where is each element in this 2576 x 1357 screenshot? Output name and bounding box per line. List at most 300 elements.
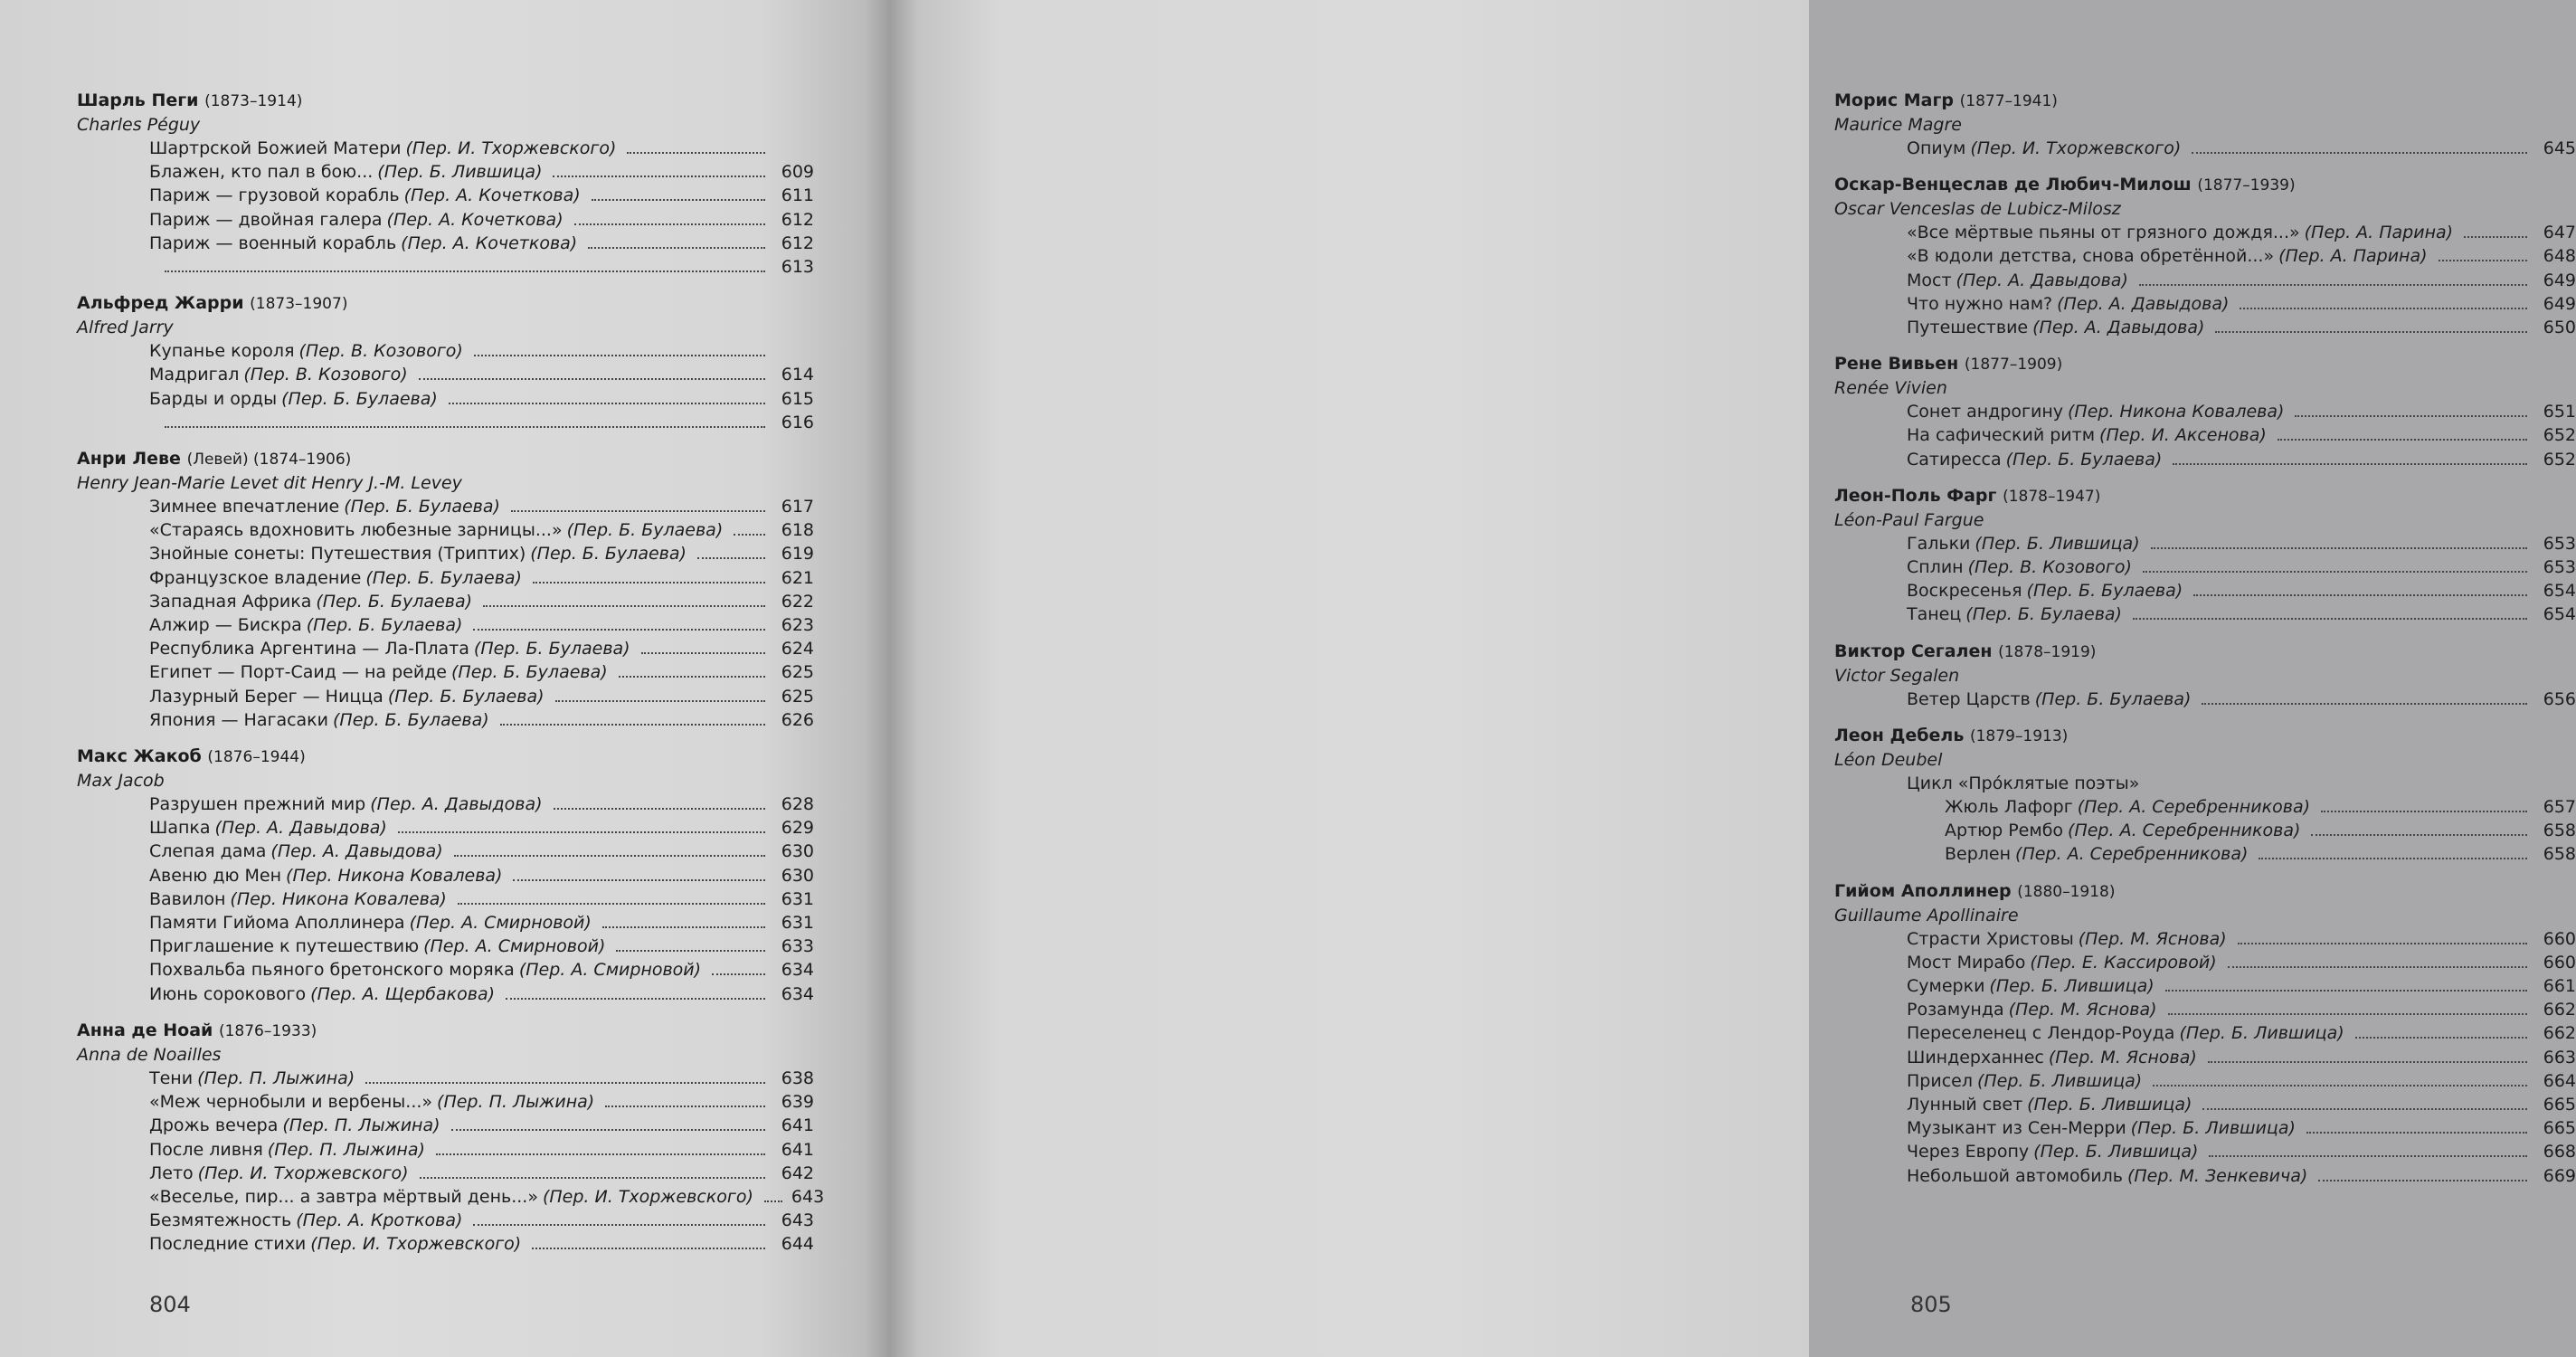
- author-heading: [1834, 879, 2576, 904]
- toc-entry: [1834, 842, 2576, 866]
- poem-title: Июнь сорокового: [149, 983, 307, 1004]
- translator: (Пер. М. Яснова): [2078, 928, 2227, 949]
- author-block: [77, 447, 814, 732]
- toc-entry: [1834, 951, 2576, 974]
- dot-leader: [398, 831, 765, 833]
- page-ref: 661: [2543, 976, 2576, 997]
- author-latin-name: Guillaume Apollinaire: [1834, 905, 2019, 925]
- dot-leader: [532, 1248, 765, 1249]
- toc-entry: [77, 339, 814, 363]
- page-ref: 649: [2543, 270, 2576, 290]
- author-block: [1834, 173, 2576, 339]
- dot-leader: [2278, 439, 2527, 441]
- author-dates: (1880–1918): [2017, 882, 2116, 901]
- poem-title: Через Европу: [1907, 1142, 2030, 1162]
- poem-title: Танец: [1907, 604, 1962, 625]
- translator: (Пер. Б. Булаева): [451, 662, 608, 683]
- dot-leader: [2208, 1061, 2527, 1063]
- toc-entry: [77, 184, 814, 207]
- translator: (Пер. Б. Лившица): [1976, 1070, 2143, 1091]
- right-toc: [1834, 89, 2576, 1200]
- translator: (Пер. П. Лыжина): [437, 1092, 595, 1113]
- page-ref: 612: [781, 232, 814, 253]
- dot-leader: [2153, 1085, 2527, 1087]
- page-ref: 656: [2543, 688, 2576, 709]
- dot-leader: [2143, 571, 2527, 573]
- page-ref: 623: [781, 615, 814, 636]
- poem-title: «Все мёртвые пьяны от грязного дождя...»: [1907, 223, 2300, 243]
- toc-entry: [77, 1232, 814, 1256]
- dot-leader: [2240, 308, 2527, 309]
- author-heading: [1834, 484, 2576, 508]
- translator: (Пер. М. Зенкевича): [2126, 1165, 2308, 1186]
- translator: (Пер. П. Лыжина): [267, 1139, 425, 1160]
- toc-entry: [77, 208, 814, 232]
- poem-title: Лето: [149, 1162, 194, 1183]
- page-ref: 609: [781, 162, 814, 183]
- translator: (Пер. Б. Булаева): [365, 567, 522, 588]
- poem-title: Верлен: [1945, 844, 2012, 865]
- poem-title: «В юдоли детства, снова обретённой...»: [1907, 246, 2275, 267]
- poem-title: Дрожь вечера: [149, 1115, 279, 1136]
- dot-leader: [419, 378, 765, 380]
- translator: (Пер. Б. Булаева): [2005, 449, 2163, 470]
- toc-entry: [77, 590, 814, 613]
- poem-title: Ветер Царств: [1907, 688, 2031, 709]
- translator: (Пер. Б. Булаева): [387, 686, 545, 707]
- toc-entry: [1834, 448, 2576, 471]
- dot-leader: [165, 270, 765, 272]
- toc-entry: [1834, 927, 2576, 951]
- toc-entry: [1834, 1093, 2576, 1116]
- dot-leader: [2173, 463, 2527, 465]
- author-name: Морис Магр: [1834, 90, 1955, 110]
- translator: (Пер. И. Тхоржевского): [310, 1234, 522, 1255]
- author-heading: [77, 745, 814, 769]
- page-ref: 649: [2543, 293, 2576, 314]
- right-page-number: 805: [1910, 1292, 1952, 1317]
- page-ref: 616: [781, 412, 814, 432]
- poem-title: Похвальба пьяного бретонского моряка: [149, 960, 515, 981]
- translator: (Пер. Б. Булаева): [1965, 604, 2122, 625]
- dot-leader: [574, 223, 765, 225]
- poem-title: Барды и орды: [149, 388, 278, 409]
- poem-title: Шапка: [149, 818, 211, 839]
- page-ref: 644: [781, 1234, 814, 1255]
- translator: (Пер. Никона Ковалева): [2068, 402, 2285, 422]
- page-ref: 613: [781, 257, 814, 278]
- left-toc: [77, 89, 825, 1269]
- author-latin-name: Victor Segalen: [1834, 665, 1960, 686]
- translator: (Пер. А. Давыдова): [270, 841, 443, 862]
- toc-entry: [1834, 269, 2576, 292]
- page-ref: 631: [781, 888, 814, 909]
- poem-title: Мост Мирабо: [1907, 952, 2026, 973]
- poem-title: Западная Африка: [149, 591, 312, 612]
- toc-entry: [1834, 423, 2576, 447]
- poem-title: Париж — грузовой корабль: [149, 185, 400, 206]
- translator: (Пер. М. Яснова): [2008, 1000, 2157, 1020]
- author-heading: [77, 291, 814, 316]
- toc-entry: [77, 411, 814, 434]
- toc-entry: [1834, 579, 2576, 603]
- poem-title: Розамунда: [1907, 1000, 2004, 1020]
- page-ref: 652: [2543, 425, 2576, 446]
- page-ref: 617: [781, 497, 814, 517]
- author-heading: [77, 89, 814, 113]
- dot-leader: [2295, 415, 2527, 417]
- dot-leader: [420, 1177, 765, 1179]
- dot-leader: [2259, 858, 2527, 859]
- toc-entry: [77, 708, 814, 732]
- poem-title: Блажен, кто пал в бою...: [149, 162, 374, 183]
- poem-title: Вавилон: [149, 888, 226, 909]
- page-ref: 657: [2543, 797, 2576, 818]
- page-ref: 625: [781, 686, 814, 707]
- author-block: [1834, 640, 2576, 711]
- poem-title: «Меж чернобыли и вербены...»: [149, 1092, 433, 1113]
- page-ref: 660: [2543, 952, 2576, 973]
- translator: (Пер. А. Кроткова): [296, 1210, 463, 1231]
- author-dates: (1877–1941): [1959, 92, 2058, 110]
- page-ref: 660: [2543, 928, 2576, 949]
- author-name: Шарль Пеги: [77, 90, 199, 110]
- toc-entry: [1834, 400, 2576, 423]
- page-ref: 618: [781, 520, 814, 541]
- translator: (Пер. В. Козового): [298, 341, 463, 362]
- page-ref: 624: [781, 639, 814, 660]
- poem-title: Республика Аргентина — Ла-Плата: [149, 639, 469, 660]
- author-name: Оскар-Венцеслав де Любич-Милош: [1834, 175, 2192, 195]
- dot-leader: [2355, 1037, 2527, 1039]
- toc-entry: [77, 1162, 814, 1185]
- translator: (Пер. Б. Булаева): [281, 388, 438, 409]
- toc-entry: [77, 232, 814, 255]
- page-ref: 648: [2543, 246, 2576, 267]
- author-heading: [1834, 173, 2576, 197]
- toc-entry: [1834, 221, 2576, 244]
- toc-entry: [77, 255, 814, 279]
- dot-leader: [2306, 1132, 2527, 1134]
- page-ref: 645: [2543, 138, 2576, 158]
- dot-leader: [2151, 547, 2527, 549]
- poem-title: Купанье короля: [149, 341, 295, 362]
- author-block: [77, 745, 814, 1006]
- translator: (Пер. И. Тхоржевского): [405, 138, 617, 158]
- dot-leader: [2139, 284, 2527, 286]
- dot-leader: [474, 355, 765, 356]
- author-block: [1834, 484, 2576, 627]
- translator: (Пер. А. Смирновой): [409, 913, 592, 934]
- page-ref: 641: [781, 1139, 814, 1160]
- poem-title: Алжир — Бискра: [149, 615, 302, 636]
- translator: (Пер. А. Смирновой): [423, 936, 606, 957]
- translator: (Пер. Б. Булаева): [333, 709, 489, 730]
- dot-leader: [2311, 834, 2527, 836]
- dot-leader: [2209, 1155, 2527, 1157]
- author-latin-name: Maurice Magre: [1834, 115, 1962, 135]
- author-block: [1834, 352, 2576, 471]
- left-page: [0, 0, 891, 1357]
- poem-title: Разрушен прежний мир: [149, 794, 366, 815]
- toc-entry: [77, 840, 814, 863]
- toc-entry: [77, 1138, 814, 1162]
- author-name: Леон Дебель: [1834, 725, 1965, 745]
- dot-leader: [2228, 966, 2527, 968]
- translator: (Пер. А. Давыдова): [370, 794, 543, 815]
- dot-leader: [605, 1106, 765, 1107]
- poem-title: Артюр Рембо: [1945, 821, 2064, 841]
- page-ref: 630: [781, 865, 814, 886]
- translator: (Пер. Б. Булаева): [306, 615, 463, 636]
- toc-entry: [77, 660, 814, 684]
- poem-title: «Стараясь вдохновить любезные зарницы...»: [149, 520, 563, 541]
- author-name: Макс Жакоб: [77, 746, 202, 767]
- poem-title: Что нужно нам?: [1907, 293, 2053, 314]
- page-ref: 631: [781, 913, 814, 934]
- dot-leader: [619, 676, 765, 678]
- toc-entry: [77, 911, 814, 935]
- toc-entry: [77, 495, 814, 518]
- poem-title: После ливня: [149, 1139, 263, 1160]
- right-page: [891, 0, 2576, 1357]
- page-ref: 634: [781, 983, 814, 1004]
- poem-title: Последние стихи: [149, 1234, 307, 1255]
- page-ref: 614: [781, 365, 814, 385]
- page-ref: 647: [2543, 223, 2576, 243]
- page-ref: 664: [2543, 1070, 2576, 1091]
- translator: (Пер. Б. Булаева): [530, 544, 687, 565]
- toc-entry: [77, 1209, 814, 1232]
- translator: (Пер. Б. Булаева): [566, 520, 724, 541]
- dot-leader: [2168, 1013, 2527, 1015]
- page-ref: 612: [781, 209, 814, 230]
- toc-entry: [1834, 1046, 2576, 1069]
- author-dates: (1876–1933): [218, 1021, 317, 1040]
- translator: (Пер. И. Тхоржевского): [542, 1186, 753, 1207]
- toc-entry: [1834, 1069, 2576, 1093]
- author-block: [1834, 879, 2576, 1188]
- poem-title: Приглашение к путешествию: [149, 936, 420, 957]
- page-ref: 622: [781, 591, 814, 612]
- page-ref: 621: [781, 567, 814, 588]
- dot-leader: [2165, 990, 2527, 992]
- toc-entry: [1834, 1116, 2576, 1140]
- toc-entry: [77, 387, 814, 411]
- dot-leader: [454, 855, 765, 857]
- toc-entry: [1834, 819, 2576, 842]
- translator: (Пер. Б. Лившица): [2033, 1142, 2199, 1162]
- author-dates: (1873–1907): [250, 295, 348, 314]
- author-heading: [77, 447, 814, 471]
- author-latin-name: Anna de Noailles: [77, 1044, 222, 1065]
- poem-title: Шиндерханнес: [1907, 1047, 2044, 1068]
- toc-entry: [77, 864, 814, 887]
- page-ref: 611: [781, 185, 814, 206]
- translator: (Пер. Б. Лившица): [1989, 976, 2155, 997]
- author-name: Леон-Поль Фарг: [1834, 485, 1997, 506]
- author-name: Анри Леве: [77, 449, 181, 470]
- page-ref: 643: [791, 1186, 825, 1207]
- toc-entry: [1834, 603, 2576, 626]
- translator: (Пер. Б. Лившица): [2179, 1023, 2344, 1044]
- toc-entry: [77, 935, 814, 958]
- poem-title: Переселенец с Лендор-Роуда: [1907, 1023, 2175, 1044]
- author-dates: (1878–1947): [2003, 487, 2101, 506]
- toc-entry: [77, 518, 814, 542]
- poem-title: Сонет андрогину: [1907, 402, 2063, 422]
- page-ref: 662: [2543, 1000, 2576, 1020]
- poem-title: Сумерки: [1907, 976, 1985, 997]
- poem-title: Жюль Лафорг: [1945, 797, 2073, 818]
- poem-title: Париж — военный корабль: [149, 232, 397, 253]
- poem-title: Париж — двойная галера: [149, 209, 383, 230]
- poem-title: Памяти Гийома Аполлинера: [149, 913, 405, 934]
- page-ref: 642: [781, 1162, 814, 1183]
- left-page-number: 804: [149, 1292, 191, 1317]
- translator: (Пер. Б. Булаева): [473, 639, 630, 660]
- author-heading: [1834, 89, 2576, 113]
- translator: (Пер. А. Парина): [2278, 246, 2428, 267]
- page-ref: 625: [781, 662, 814, 683]
- toc-entry: [77, 1090, 814, 1114]
- dot-leader: [458, 903, 765, 905]
- poem-title: Небольшой автомобиль: [1907, 1165, 2123, 1186]
- dot-leader: [697, 557, 765, 559]
- poem-title: Лазурный Берег — Ницца: [149, 686, 384, 707]
- poem-title: Сплин: [1907, 557, 1964, 578]
- page-ref: 651: [2543, 402, 2576, 422]
- poem-title: На сафический ритм: [1907, 425, 2096, 446]
- page-ref: 633: [781, 936, 814, 957]
- dot-leader: [641, 652, 765, 654]
- dot-leader: [449, 403, 765, 404]
- toc-entry: [77, 958, 814, 982]
- author-latin-name: Oscar Venceslas de Lubicz-Milosz: [1834, 199, 2121, 220]
- dot-leader: [500, 724, 765, 726]
- dot-leader: [2439, 260, 2527, 261]
- dot-leader: [553, 176, 765, 177]
- translator: (Пер. А. Серебренникова): [2077, 797, 2311, 818]
- toc-entry: [1834, 795, 2576, 819]
- page-ref: 668: [2543, 1142, 2576, 1162]
- author-dates: (1873–1914): [204, 92, 303, 110]
- toc-entry: [1834, 974, 2576, 998]
- poem-title: Музыкант из Сен-Мерри: [1907, 1118, 2126, 1139]
- toc-entry: [77, 792, 814, 816]
- poem-title: Мост: [1907, 270, 1952, 290]
- page-ref: 658: [2543, 844, 2576, 865]
- translator: (Пер. Б. Булаева): [2034, 688, 2192, 709]
- dot-leader: [2215, 331, 2527, 333]
- translator: (Пер. В. Козового): [243, 365, 408, 385]
- author-name: Рене Вивьен: [1834, 354, 1959, 375]
- poem-title: Страсти Христовы: [1907, 928, 2074, 949]
- page-ref: 665: [2543, 1095, 2576, 1115]
- author-latin-name: Renée Vivien: [1834, 378, 1947, 399]
- poem-title: Путешествие: [1907, 318, 2029, 338]
- poem-title: «Веселье, пир... а завтра мёртвый день...»: [149, 1186, 538, 1207]
- dot-leader: [2318, 1180, 2527, 1181]
- author-dates: (1877–1939): [2197, 176, 2296, 195]
- dot-leader: [602, 926, 765, 928]
- translator: (Пер. Б. Лившица): [2027, 1095, 2192, 1115]
- poem-title: Мадригал: [149, 365, 240, 385]
- poem-title: Слепая дама: [149, 841, 267, 862]
- page-ref: 663: [2543, 1047, 2576, 1068]
- toc-entry: [1834, 555, 2576, 579]
- author-heading: [1834, 640, 2576, 664]
- author-latin-name: Charles Péguy: [77, 115, 201, 135]
- poem-title: Опиум: [1907, 138, 1966, 158]
- dot-leader: [365, 1082, 765, 1084]
- translator: (Пер. А. Смирновой): [518, 960, 702, 981]
- translator: (Пер. Б. Булаева): [316, 591, 472, 612]
- cycle-title: Цикл «Про́клятые поэты»: [1907, 773, 2140, 793]
- translator: (Пер. П. Лыжина): [282, 1115, 440, 1136]
- toc-entry: [1834, 292, 2576, 316]
- author-heading: [1834, 352, 2576, 376]
- dot-leader: [473, 1224, 765, 1226]
- translator: (Пер. И. Тхоржевского): [197, 1162, 409, 1183]
- translator: (Пер. А. Давыдова): [1956, 270, 2128, 290]
- author-block: [1834, 724, 2576, 867]
- page-ref: 626: [781, 709, 814, 730]
- author-latin-name: Léon Deubel: [1834, 749, 1943, 770]
- translator: (Пер. А. Щербакова): [310, 983, 496, 1004]
- dot-leader: [554, 808, 765, 810]
- dot-leader: [513, 879, 765, 881]
- page-ref: 669: [2543, 1165, 2576, 1186]
- dot-leader: [2133, 618, 2527, 620]
- toc-entry: [1834, 137, 2576, 160]
- author-heading: [1834, 724, 2576, 748]
- dot-leader: [764, 1200, 782, 1202]
- poem-title: Лунный свет: [1907, 1095, 2023, 1115]
- toc-entry: [77, 1067, 814, 1090]
- page-ref: 639: [781, 1092, 814, 1113]
- author-name: Альфред Жарри: [77, 293, 244, 314]
- author-latin-name: Max Jacob: [77, 771, 165, 792]
- toc-entry: [1834, 1140, 2576, 1163]
- author-dates: (1877–1909): [1964, 356, 2063, 375]
- page-ref: 653: [2543, 557, 2576, 578]
- dot-leader: [2202, 703, 2527, 705]
- page-ref: 654: [2543, 581, 2576, 602]
- poem-title: Шартрской Божией Матери: [149, 138, 402, 158]
- poem-title: Знойные сонеты: Путешествия (Триптих): [149, 544, 526, 565]
- toc-entry: [1834, 316, 2576, 339]
- toc-entry: [1834, 1164, 2576, 1188]
- dot-leader: [483, 605, 765, 607]
- toc-entry: [77, 816, 814, 840]
- dot-leader: [2238, 943, 2527, 944]
- translator: (Пер. А. Кочеткова): [401, 232, 578, 253]
- translator: (Пер. А. Давыдова): [214, 818, 387, 839]
- author-dates: (Левей) (1874–1906): [186, 451, 352, 470]
- dot-leader: [533, 582, 765, 584]
- translator: (Пер. Никона Ковалева): [286, 865, 503, 886]
- page-ref: 630: [781, 841, 814, 862]
- author-name: Гийом Аполлинер: [1834, 880, 2012, 901]
- toc-entry: [1834, 532, 2576, 555]
- page-ref: 662: [2543, 1023, 2576, 1044]
- author-heading: [77, 1019, 814, 1043]
- translator: (Пер. Е. Кассировой): [2030, 952, 2217, 973]
- translator: (Пер. П. Лыжина): [197, 1068, 355, 1088]
- page-ref: 615: [781, 388, 814, 409]
- page-ref: 628: [781, 794, 814, 815]
